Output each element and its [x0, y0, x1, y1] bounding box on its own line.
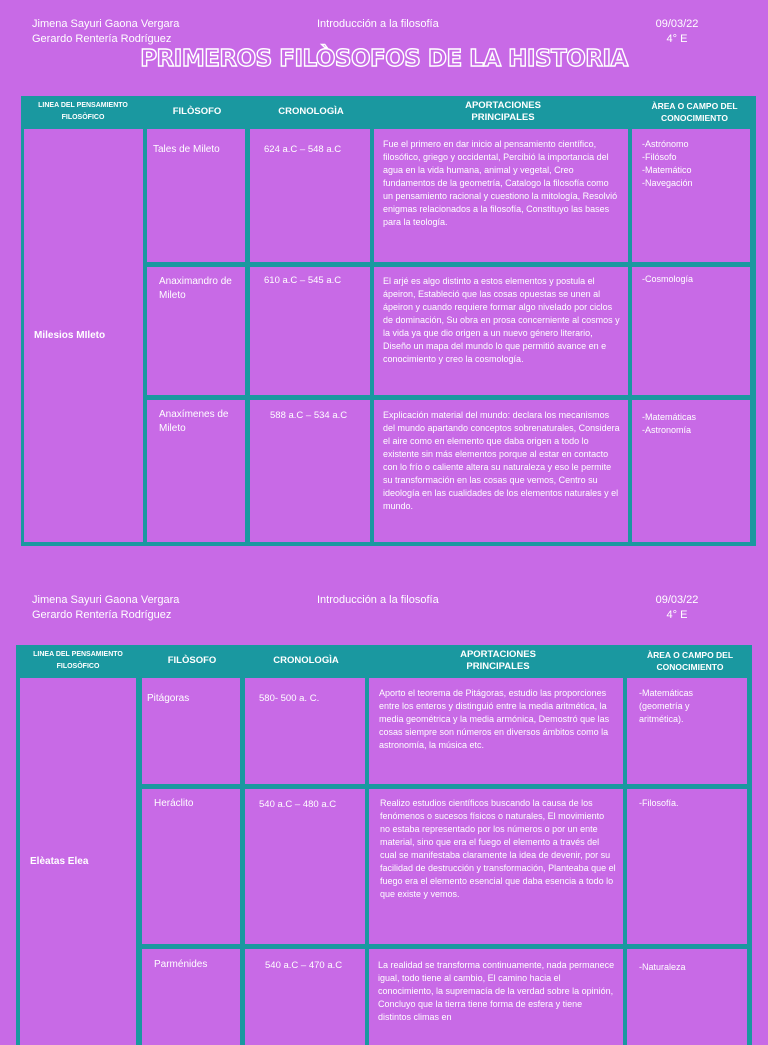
contributions: El arjé es algo distinto a estos elementos y postula el ápeiron, Estableció que las cosas opuestas se unen al ápeiron y cuando requiere formar algo nivelado por ciclos de dominación, Su obra en prosa concerniente al cosmos y la vida ya que dio origen a un nuevo género literario, Diseño un mapa del mundo lo que permitió avance en e conocimiento y creo la cosmología. — [383, 276, 620, 364]
group: 4° E — [666, 33, 688, 45]
header-linea: LINEA DEL PENSAMIENTO FILOSÒFICO — [33, 651, 123, 670]
chronology: 540 a.C – 470 a.C — [265, 960, 343, 971]
contributions-cell — [369, 678, 623, 784]
philosopher-cell — [147, 129, 245, 262]
author-name: Jimena Sayuri Gaona Vergara — [32, 594, 180, 606]
knowledge-area: -Astrónomo -Filósofo -Matemático -Navegación — [642, 139, 693, 188]
chronology-cell — [250, 267, 370, 395]
philosophers-table-1 — [21, 96, 756, 546]
area-cell — [627, 789, 747, 944]
chronology: 540 a.C – 480 a.C — [259, 799, 337, 810]
philosopher-name: Parménides — [154, 959, 208, 970]
course-name: Introducción a la filosofía — [317, 18, 439, 30]
area-cell — [632, 400, 750, 542]
chronology-cell — [245, 678, 365, 784]
area-cell — [632, 129, 750, 262]
contributions: La realidad se transforma continuamente, nada permanece igual, todo tiene al cambio, El camino hacia el conocimiento, la supremacía de la verdad sobre la opinión, Concluyo que la tierra tiene forma de esfera y tiene distintos climas en — [378, 960, 615, 1022]
header-aportaciones: APORTACIONES PRINCIPALES — [460, 649, 536, 672]
chronology-cell — [250, 400, 370, 542]
philosopher-name: Anaxímenes de Mileto — [159, 409, 229, 434]
header-cronologia: CRONOLOGÌA — [273, 655, 339, 666]
chronology: 580- 500 a. C. — [259, 693, 320, 704]
contributions-cell — [374, 267, 628, 395]
line-of-thought-cell: Milesios MIleto — [24, 129, 143, 542]
header-aportaciones: APORTACIONES PRINCIPALES — [465, 100, 541, 123]
contributions-cell — [369, 949, 623, 1045]
author-name: Gerardo Rentería Rodríguez — [32, 609, 172, 621]
header-linea: LINEA DEL PENSAMIENTO FILOSÒFICO — [38, 102, 128, 121]
author-name: Jimena Sayuri Gaona Vergara — [32, 18, 180, 30]
philosopher-name: Heráclito — [154, 798, 194, 809]
philosopher-name: Pitágoras — [147, 693, 190, 704]
authors-block — [32, 17, 179, 47]
header-filosofo: FILÒSOFO — [172, 106, 222, 117]
course-name: Introducción a la filosofía — [317, 594, 439, 606]
contributions: Explicación material del mundo: declara los mecanismos del mundo apartando conceptos sobrenaturales, Considera el aire como en elemento que daba origen a todo lo existente sin más elementos porque al estar en contacto con lo frío o caliente altera su naturaleza y eso le permite su transformación en las cosas que vemos, Centro su ideología en las cualidades de los elementos naturales y el mundo. — [383, 410, 620, 511]
contributions-cell — [374, 129, 628, 262]
group: 4° E — [666, 609, 688, 621]
knowledge-area: -Naturaleza — [639, 962, 686, 972]
author-name: Gerardo Rentería Rodríguez — [32, 33, 172, 45]
area-cell — [632, 267, 750, 395]
header-cronologia: CRONOLOGÌA — [278, 106, 344, 117]
area-cell — [627, 678, 747, 784]
knowledge-area: -Filosofía. — [639, 798, 679, 808]
contributions-cell — [374, 400, 628, 542]
philosopher-cell — [142, 949, 240, 1045]
contributions: Aporto el teorema de Pitágoras, estudio las proporciones entre los enteros y distinguió entre la media aritmética, la media geométrica y la media armónica, Demostró que las cosas siempre son números en diversos ámbitos como la astronomía, la música etc. — [379, 688, 610, 750]
philosopher-name: Tales de Mileto — [153, 144, 220, 155]
line-of-thought-cell: Elèatas Elea — [20, 678, 136, 1045]
chronology: 588 a.C – 534 a.C — [270, 410, 348, 421]
knowledge-area: -Matemáticas (geometría y aritmética). — [639, 688, 694, 724]
chronology: 624 a.C – 548 a.C — [264, 144, 342, 155]
date: 09/03/22 — [655, 594, 699, 606]
header-filosofo: FILÒSOFO — [167, 655, 217, 666]
chronology: 610 a.C – 545 a.C — [264, 275, 342, 286]
contributions: Realizo estudios científicos buscando la causa de los fenómenos o sucesos físicos o naturales, El movimiento no estaba representado por los números o por un ente material, sino que era el fuego el elemento a través del cual se manifestaba claramente la idea de devenir, por su facilidad de destrucción y transformación, Planteaba que el fuego era el elemento esencial que daba esencia a todo lo que existe y vemos. — [380, 798, 616, 899]
authors-block — [32, 593, 179, 623]
header-area: ÀREA O CAMPO DEL CONOCIMIENTO — [651, 101, 738, 123]
knowledge-area: -Matemáticas -Astronomía — [642, 412, 697, 435]
chronology-cell — [245, 789, 365, 944]
header-area: ÀREA O CAMPO DEL CONOCIMIENTO — [646, 650, 734, 672]
page-title: PRIMEROS FILÒSOFOS DE LA HISTORIA — [140, 46, 628, 72]
chronology-cell — [250, 129, 370, 262]
area-cell — [627, 949, 747, 1045]
date-block — [640, 593, 714, 623]
date-block — [640, 17, 714, 47]
date: 09/03/22 — [655, 18, 699, 30]
philosopher-cell — [147, 400, 245, 542]
philosopher-cell — [147, 267, 245, 395]
knowledge-area: -Cosmología — [642, 274, 694, 284]
philosopher-cell — [142, 678, 240, 784]
chronology-cell — [245, 949, 365, 1045]
contributions: Fue el primero en dar inicio al pensamiento científico, filosófico, griego y occidental, Percibió la importancia del agua en la vida humana, animal y vegetal, Creo fundamentos de la geometría, Catalogo la filosofía como un pensamiento racional y cuestiono la mitología, Resolvió enigmas relacionados a la filosofía, Constituyo las bases para la teología. — [383, 139, 618, 227]
contributions-cell — [369, 789, 623, 944]
philosopher-cell — [142, 789, 240, 944]
philosopher-name: Anaximandro de Mileto — [159, 276, 232, 301]
philosophers-table-2 — [16, 645, 752, 1045]
